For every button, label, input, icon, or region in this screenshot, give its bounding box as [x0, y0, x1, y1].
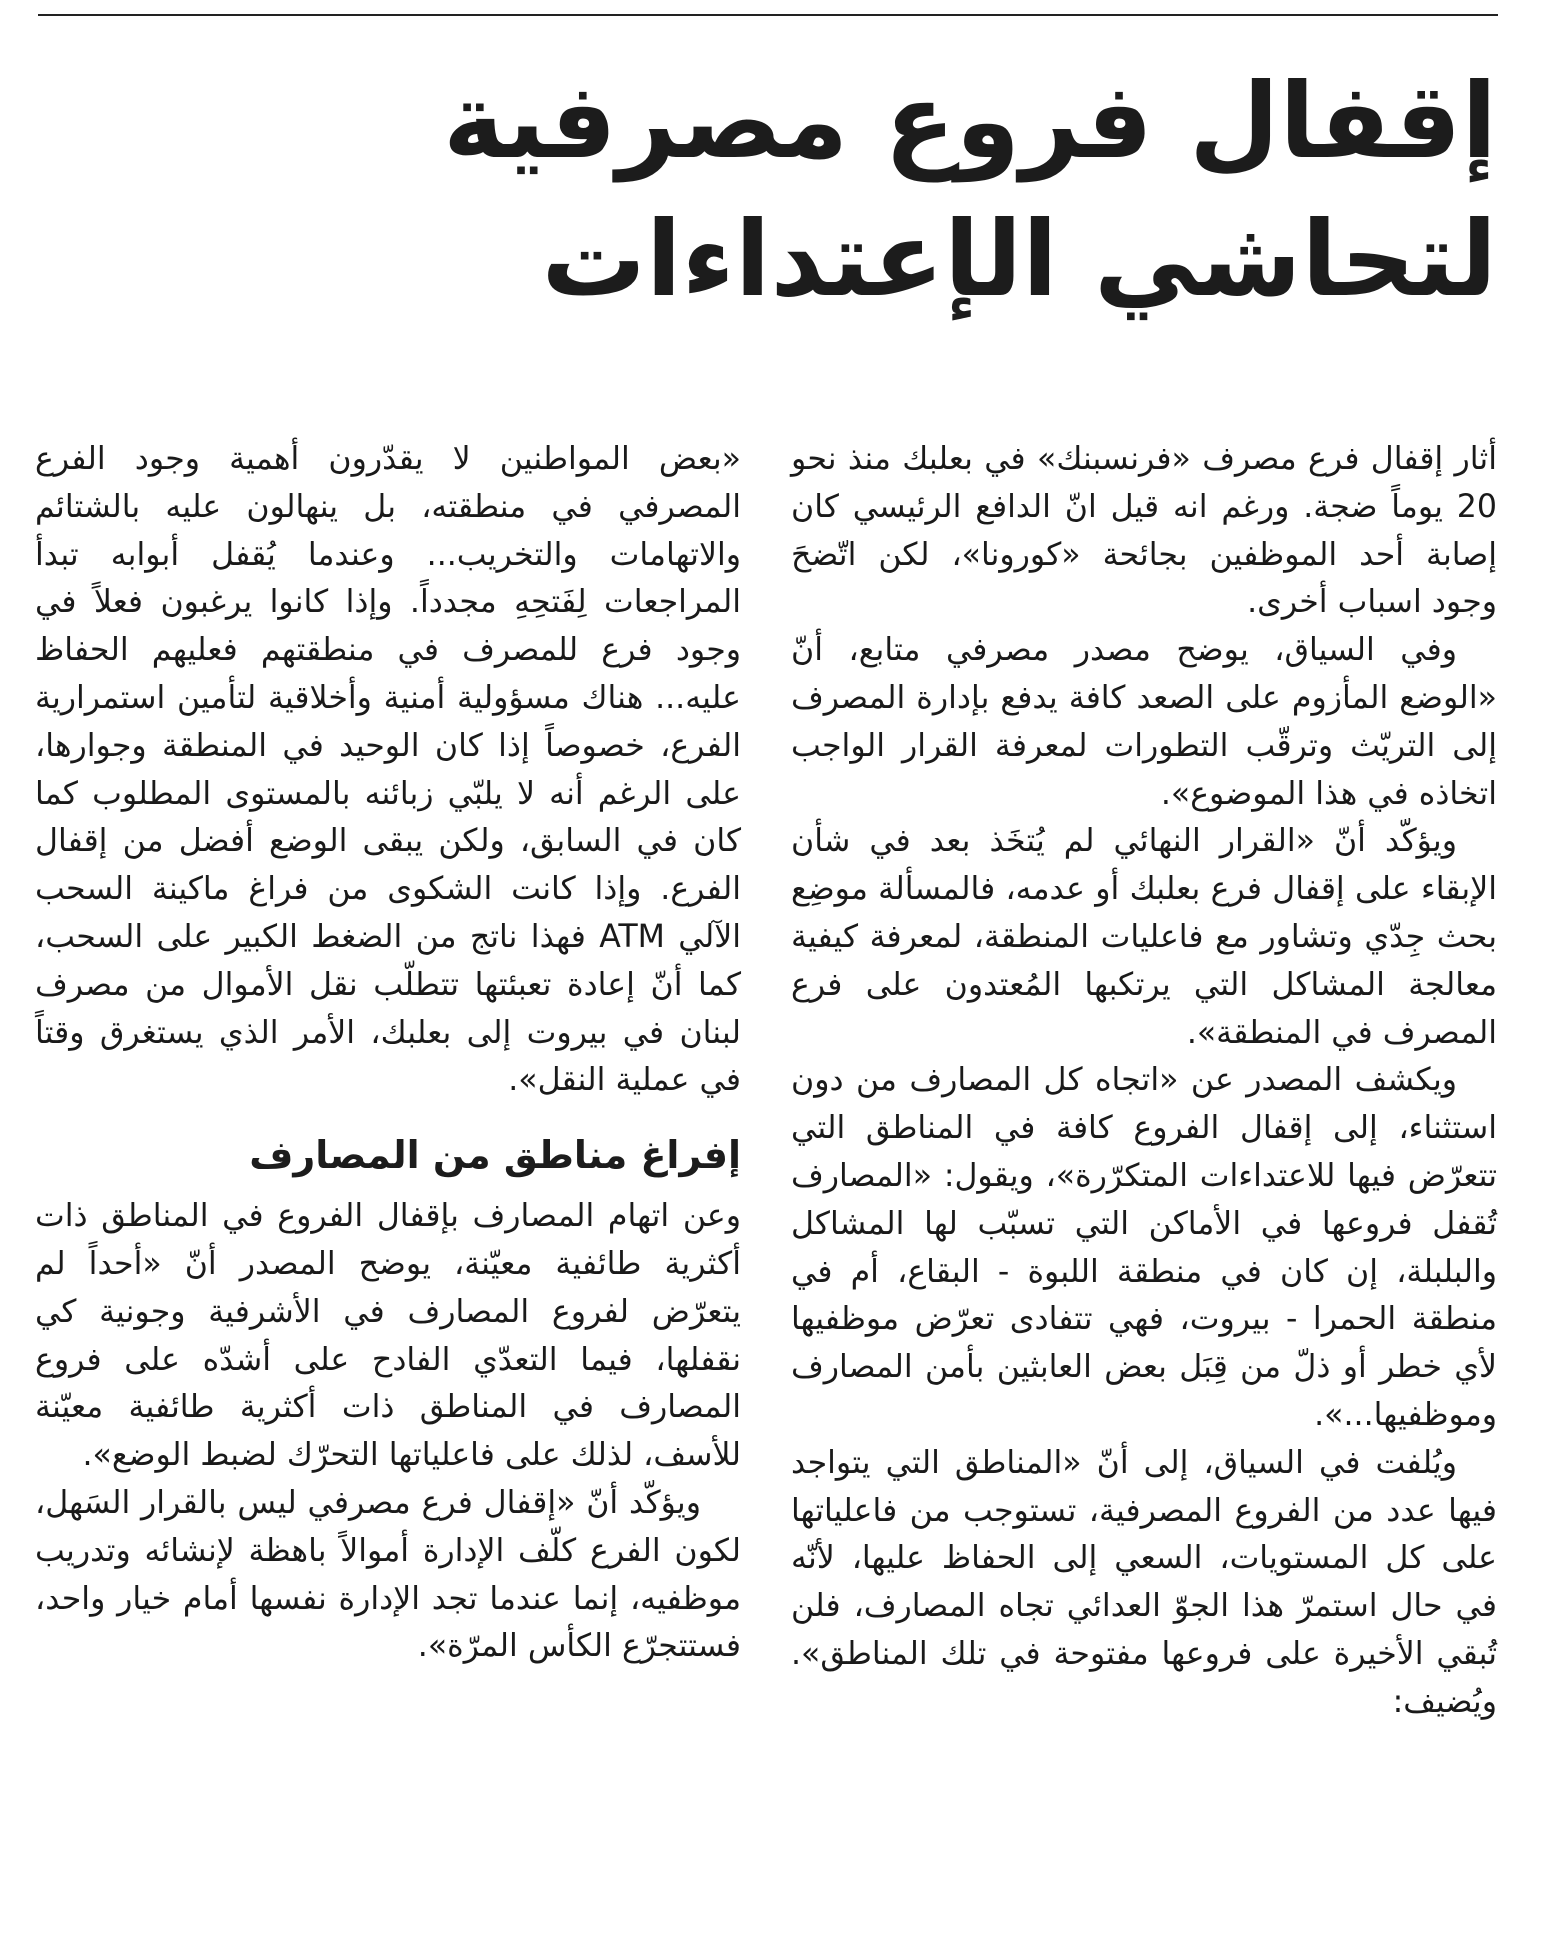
- paragraph: «بعض المواطنين لا يقدّرون أهمية وجود الفرع المصرفي في منطقته، بل ينهالون عليه بالشتائم والاتهامات والتخريب... وعندما يُقفل أبوابه تبدأ المراجعات لِفَتحِهِ مجدداً. وإذا كانوا يرغبون فعلاً في وجود فرع للمصرف في منطقتهم فعليهم الحفاظ عليه... هناك مسؤولية أمنية وأخلاقية لتأمين استمرارية الفرع، خصوصاً إذا كان الوحيد في المنطقة وجوارها، على الرغم أنه لا يلبّي زبائنه بالمستوى المطلوب كما كان في السابق، ولكن يبقى الوضع أفضل من إقفال الفرع. وإذا كانت الشكوى من فراغ ماكينة السحب الآلي ATM فهذا ناتج من الضغط الكبير على السحب، كما أنّ إعادة تعبئتها تتطلّب نقل الأموال من مصرف لبنان في بيروت إلى بعلبك، الأمر الذي يستغرق وقتاً في عملية النقل».: [35, 441, 741, 1099]
- paragraph: ويكشف المصدر عن «اتجاه كل المصارف من دون استثناء، إلى إقفال الفروع كافة في المناطق التي تتعرّض فيها للاعتداءات المتكرّرة»، ويقول: «المصارف تُقفل فروعها في الأماكن التي تسبّب لها المشاكل والبلبلة، إن كان في منطقة اللبوة - البقاع، أم في منطقة الحمرا - بيروت، فهي تتفادى تعرّض موظفيها لأي خطر أو ذلّ من قِبَل بعض العابثين بأمن المصارف وموظفيها...».: [791, 1062, 1497, 1433]
- paragraph: وعن اتهام المصارف بإقفال الفروع في المناطق ذات أكثرية طائفية معيّنة، يوضح المصدر أنّ «أحداً لم يتعرّض لفروع المصارف في الأشرفية وجونية كي نقفلها، فيما التعدّي الفادح على أشدّه على فروع المصارف في المناطق ذات أكثرية طائفية معيّنة للأسف، لذلك على فاعلياتها التحرّك لضبط الوضع».: [35, 1198, 741, 1474]
- paragraph: أثار إقفال فرع مصرف «فرنسبنك» في بعلبك منذ نحو 20 يوماً ضجة. ورغم انه قيل انّ الدافع الرئيسي كان إصابة أحد الموظفين بجائحة «كورونا»، لكن اتّضحَ وجود اسباب أخرى.: [791, 441, 1497, 621]
- top-rule: [38, 14, 1498, 16]
- paragraph: وفي السياق، يوضح مصدر مصرفي متابع، أنّ «الوضع المأزوم على الصعد كافة يدفع بإدارة المصرف إلى التريّث وترقّب التطورات لمعرفة القرار الواجب اتخاذه في هذا الموضوع».: [791, 632, 1497, 812]
- article-headline: إقفال فروع مصرفية لتحاشي الإعتداءات: [443, 60, 1497, 320]
- section-subheading: إفراغ مناطق من المصارف: [249, 1133, 741, 1178]
- paragraph: ويؤكّد أنّ «إقفال فرع مصرفي ليس بالقرار السَهل، لكون الفرع كلّف الإدارة أموالاً باهظة لإنشائه وتدريب موظفيه، إنما عندما تجد الإدارة نفسها أمام خيار واحد، فستتجرّع الكأس المرّة».: [35, 1484, 741, 1665]
- article-column-left: [35, 436, 741, 1671]
- paragraph: ويؤكّد أنّ «القرار النهائي لم يُتخَذ بعد في شأن الإبقاء على إقفال فرع بعلبك أو عدمه، فالمسألة موضِع بحث جِدّي وتشاور مع فاعليات المنطقة، لمعرفة كيفية معالجة المشاكل التي يرتكبها المُعتدون على فرع المصرف في المنطقة».: [791, 823, 1497, 1051]
- paragraph: ويُلفت في السياق، إلى أنّ «المناطق التي يتواجد فيها عدد من الفروع المصرفية، تستوجب من فاعلياتها على كل المستويات، السعي إلى الحفاظ عليها، لأنّه في حال استمرّ هذا الجوّ العدائي تجاه المصارف، فلن تُبقي الأخيرة على فروعها مفتوحة في تلك المناطق». ويُضيف:: [791, 1444, 1497, 1720]
- article-column-right: [791, 436, 1497, 1727]
